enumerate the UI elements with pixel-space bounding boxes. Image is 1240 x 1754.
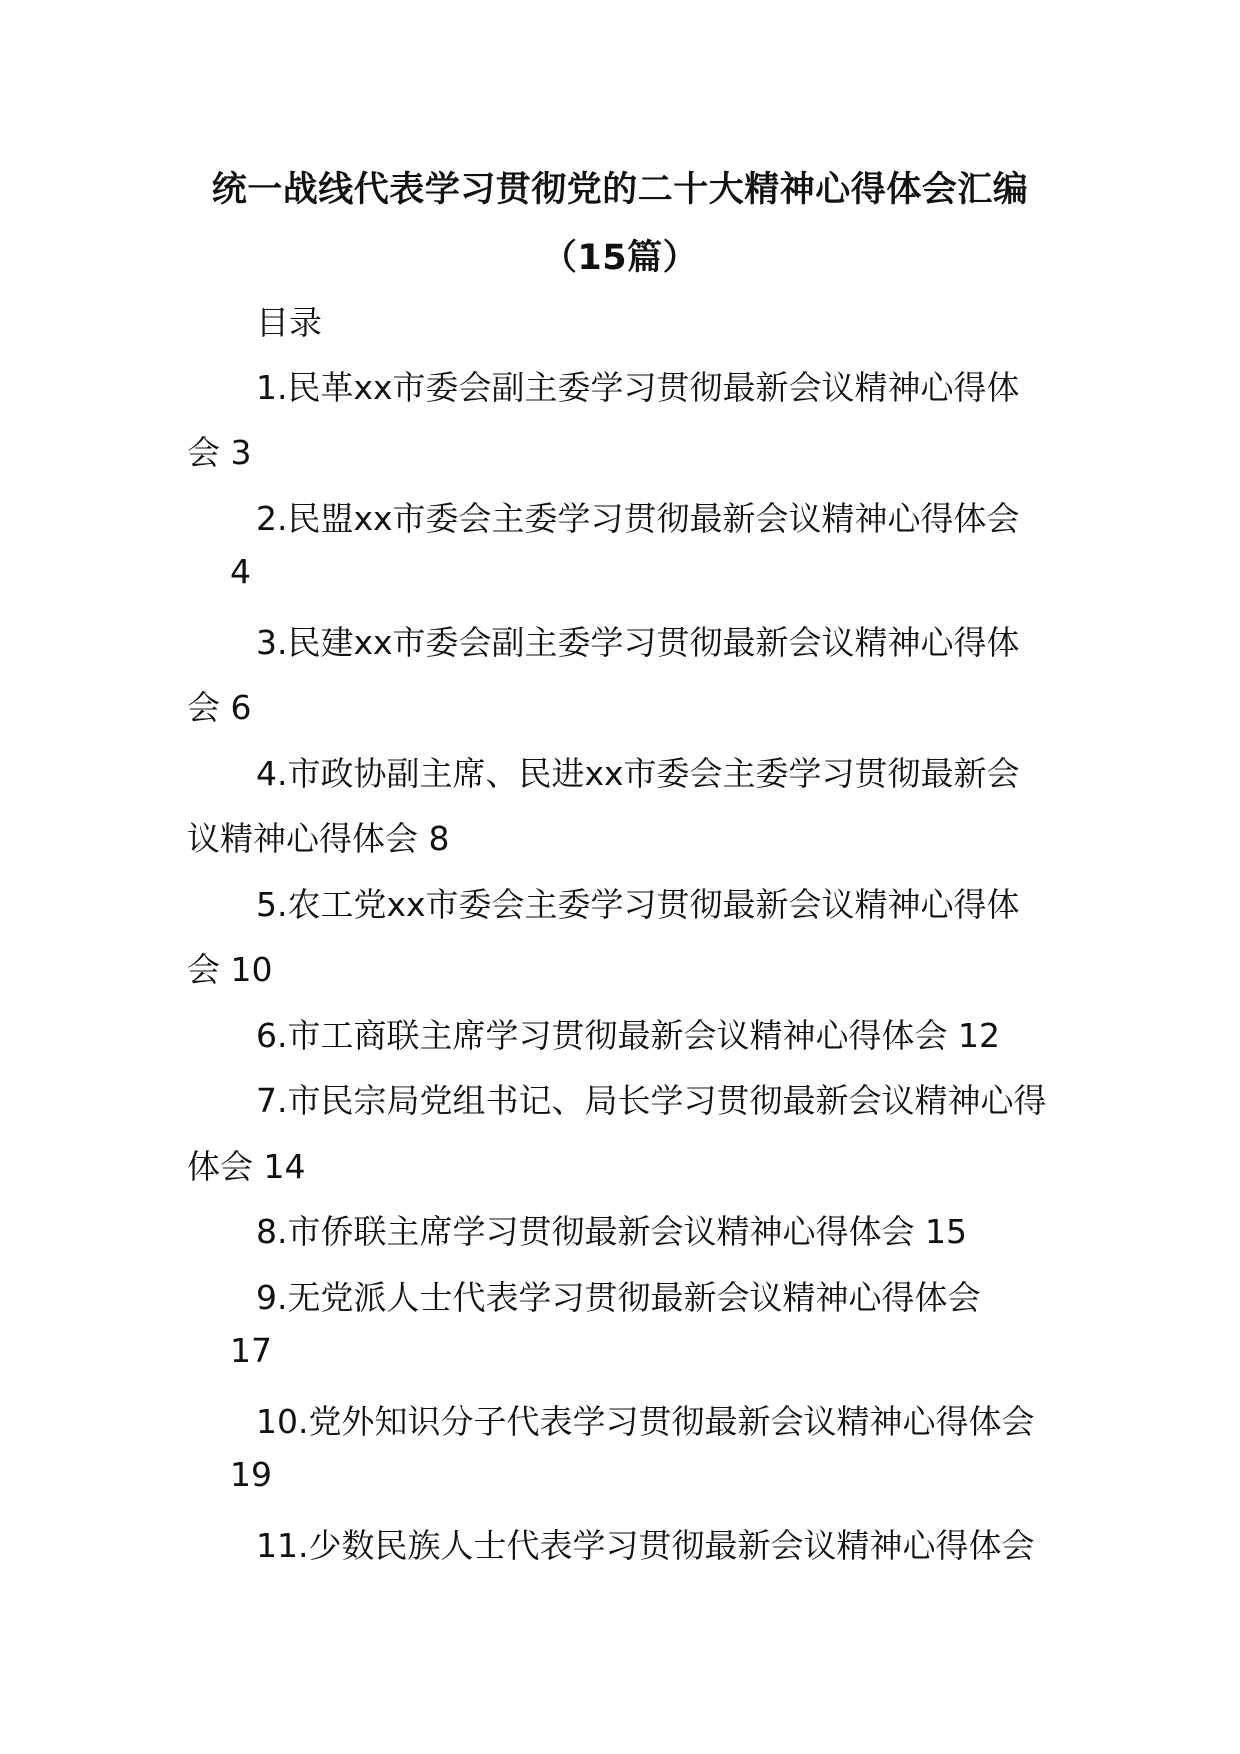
toc-line: 3.民建xx市委会副主委学习贯彻最新会议精神心得体: [256, 623, 1020, 662]
toc-line: 会 10: [187, 950, 273, 989]
toc-line: 2.民盟xx市委会主委学习贯彻最新会议精神心得体会: [256, 499, 1020, 538]
document-title: 统一战线代表学习贯彻党的二十大精神心得体会汇编: [211, 170, 1029, 210]
toc-line: 17: [230, 1331, 272, 1370]
toc-line: 19: [230, 1455, 272, 1494]
toc-heading: 目录: [256, 303, 322, 342]
toc-line: 4.市政协副主席、民进xx市委会主委学习贯彻最新会: [256, 754, 1020, 793]
toc-line: 会 6: [187, 688, 252, 727]
toc-line: 9.无党派人士代表学习贯彻最新会议精神心得体会: [256, 1278, 981, 1317]
toc-line: 5.农工党xx市委会主委学习贯彻最新会议精神心得体: [256, 885, 1020, 924]
toc-line: 4: [230, 552, 251, 591]
toc-line: 体会 14: [187, 1147, 306, 1186]
document-subtitle: （15篇）: [541, 238, 699, 278]
toc-line: 11.少数民族人士代表学习贯彻最新会议精神心得体会: [256, 1526, 1035, 1565]
toc-line: 7.市民宗局党组书记、局长学习贯彻最新会议精神心得: [256, 1081, 1047, 1120]
toc-line: 议精神心得体会 8: [187, 819, 450, 858]
toc-line: 6.市工商联主席学习贯彻最新会议精神心得体会 12: [256, 1016, 1000, 1055]
toc-line: 10.党外知识分子代表学习贯彻最新会议精神心得体会: [256, 1402, 1035, 1441]
toc-line: 8.市侨联主席学习贯彻最新会议精神心得体会 15: [256, 1212, 967, 1251]
toc-line: 会 3: [187, 433, 252, 472]
toc-line: 1.民革xx市委会副主委学习贯彻最新会议精神心得体: [256, 368, 1020, 407]
